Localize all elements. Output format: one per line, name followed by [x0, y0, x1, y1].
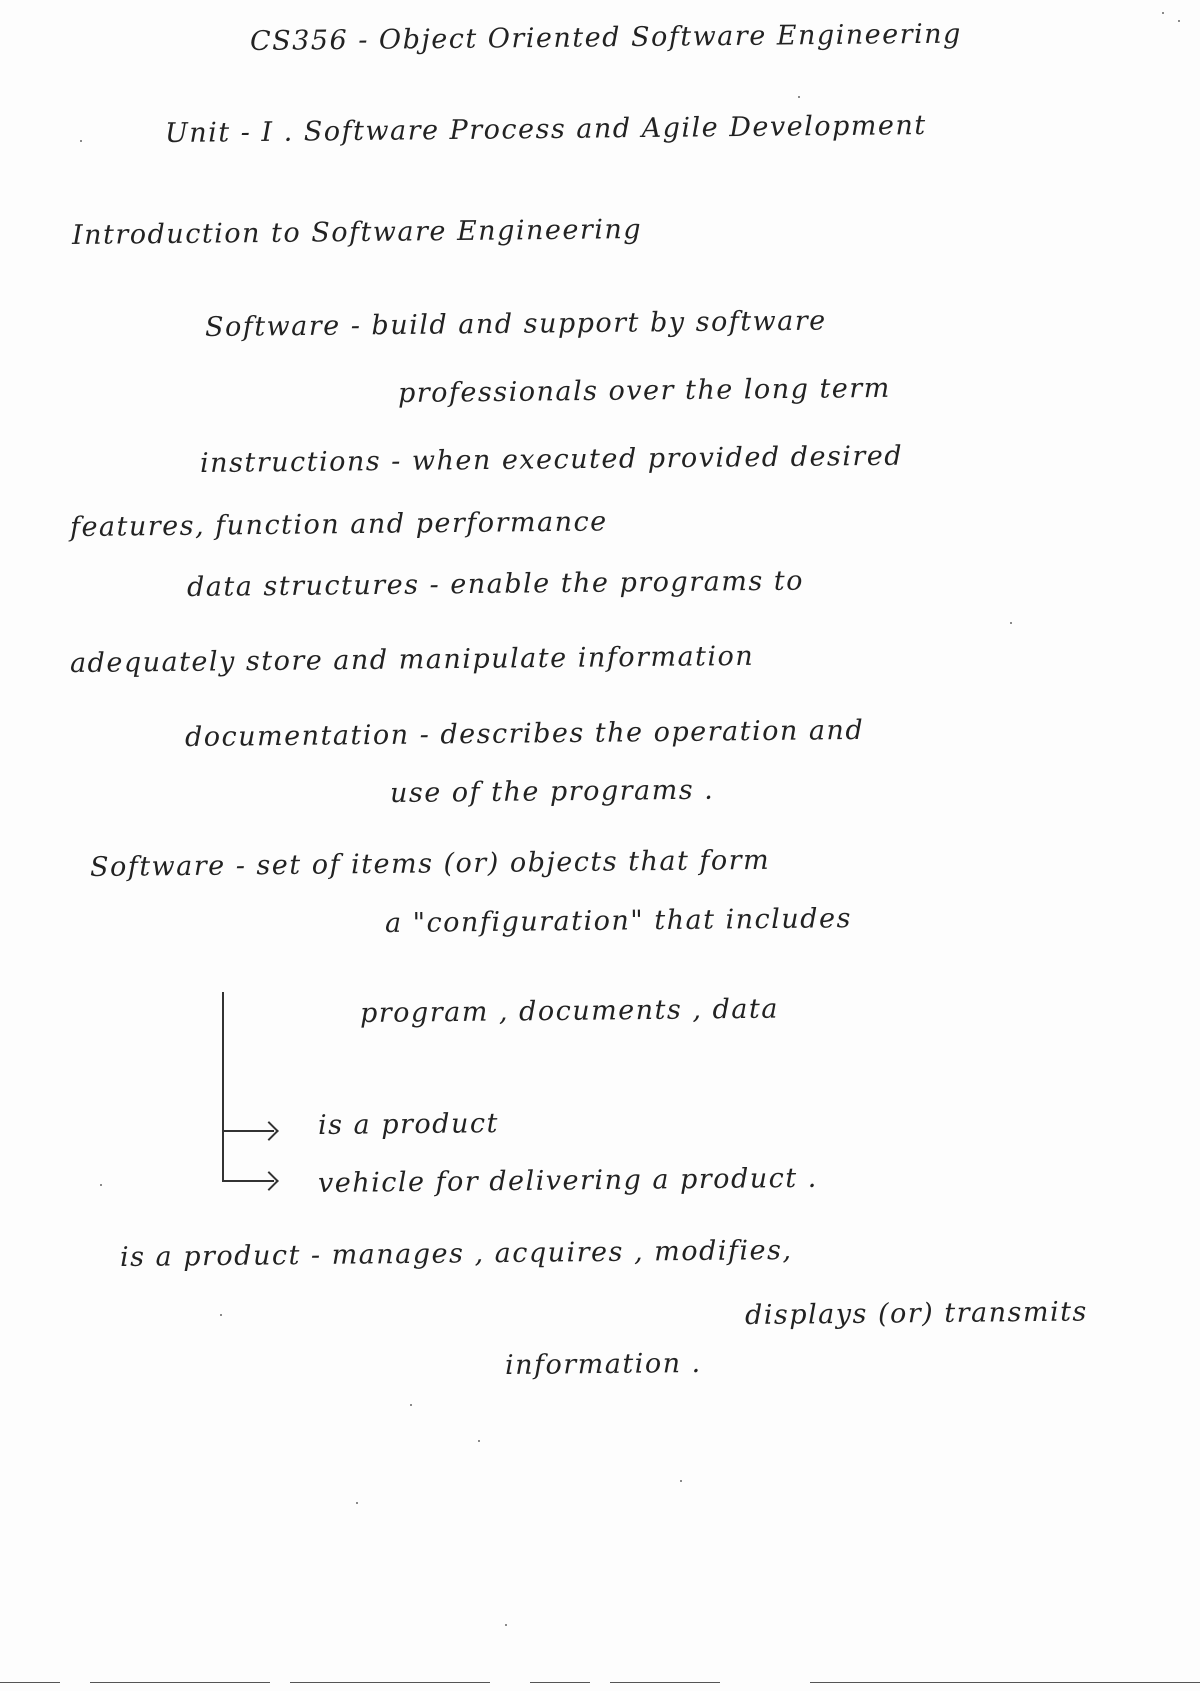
scan-speck [1178, 20, 1180, 22]
note-line: data structures - enable the programs to [186, 565, 805, 603]
scan-speck [100, 1184, 102, 1186]
note-line: use of the programs . [389, 774, 715, 809]
note-line: is a product - manages , acquires , modifies, [119, 1234, 793, 1273]
course-title: CS356 - Object Oriented Software Engineering [249, 18, 963, 57]
scan-edge-line [0, 1682, 60, 1683]
note-line: program , documents , data [359, 993, 780, 1029]
note-line: adequately store and manipulate information [69, 640, 755, 679]
bracket-line [222, 992, 224, 1182]
note-line: Software - build and support by software [204, 305, 827, 343]
note-line: instructions - when executed provided desired [199, 440, 904, 479]
arrow-right-icon [259, 1171, 279, 1191]
arrow-right-icon [259, 1121, 279, 1141]
note-line: a "configuration" that includes [384, 903, 852, 939]
note-line: features, function and performance [69, 506, 608, 543]
scan-edge-line [90, 1682, 270, 1683]
scan-speck [356, 1502, 358, 1504]
note-line: Software - set of items (or) objects that form [89, 844, 771, 883]
unit-title: Unit - I . Software Process and Agile Development [164, 110, 927, 149]
note-line: is a product [317, 1108, 499, 1141]
note-line: displays (or) transmits [744, 1296, 1088, 1331]
note-line: information . [504, 1347, 702, 1381]
scan-edge-line [810, 1682, 1200, 1683]
note-line: documentation - describes the operation and [184, 714, 865, 753]
scan-speck [80, 140, 82, 142]
section-heading: Introduction to Software Engineering [71, 214, 643, 251]
scan-speck [220, 1314, 222, 1316]
scan-speck [1010, 622, 1012, 624]
scan-edge-line [290, 1682, 490, 1683]
note-line: professionals over the long term [397, 372, 891, 409]
scan-speck [505, 1624, 507, 1626]
scan-speck [1162, 12, 1164, 14]
scan-speck [478, 1440, 480, 1442]
scan-edge-line [530, 1682, 590, 1683]
note-line: vehicle for delivering a product . [317, 1162, 818, 1199]
scan-speck [680, 1480, 682, 1482]
scan-edge-line [610, 1682, 720, 1683]
scan-speck [410, 1404, 412, 1406]
scan-speck [798, 96, 800, 98]
